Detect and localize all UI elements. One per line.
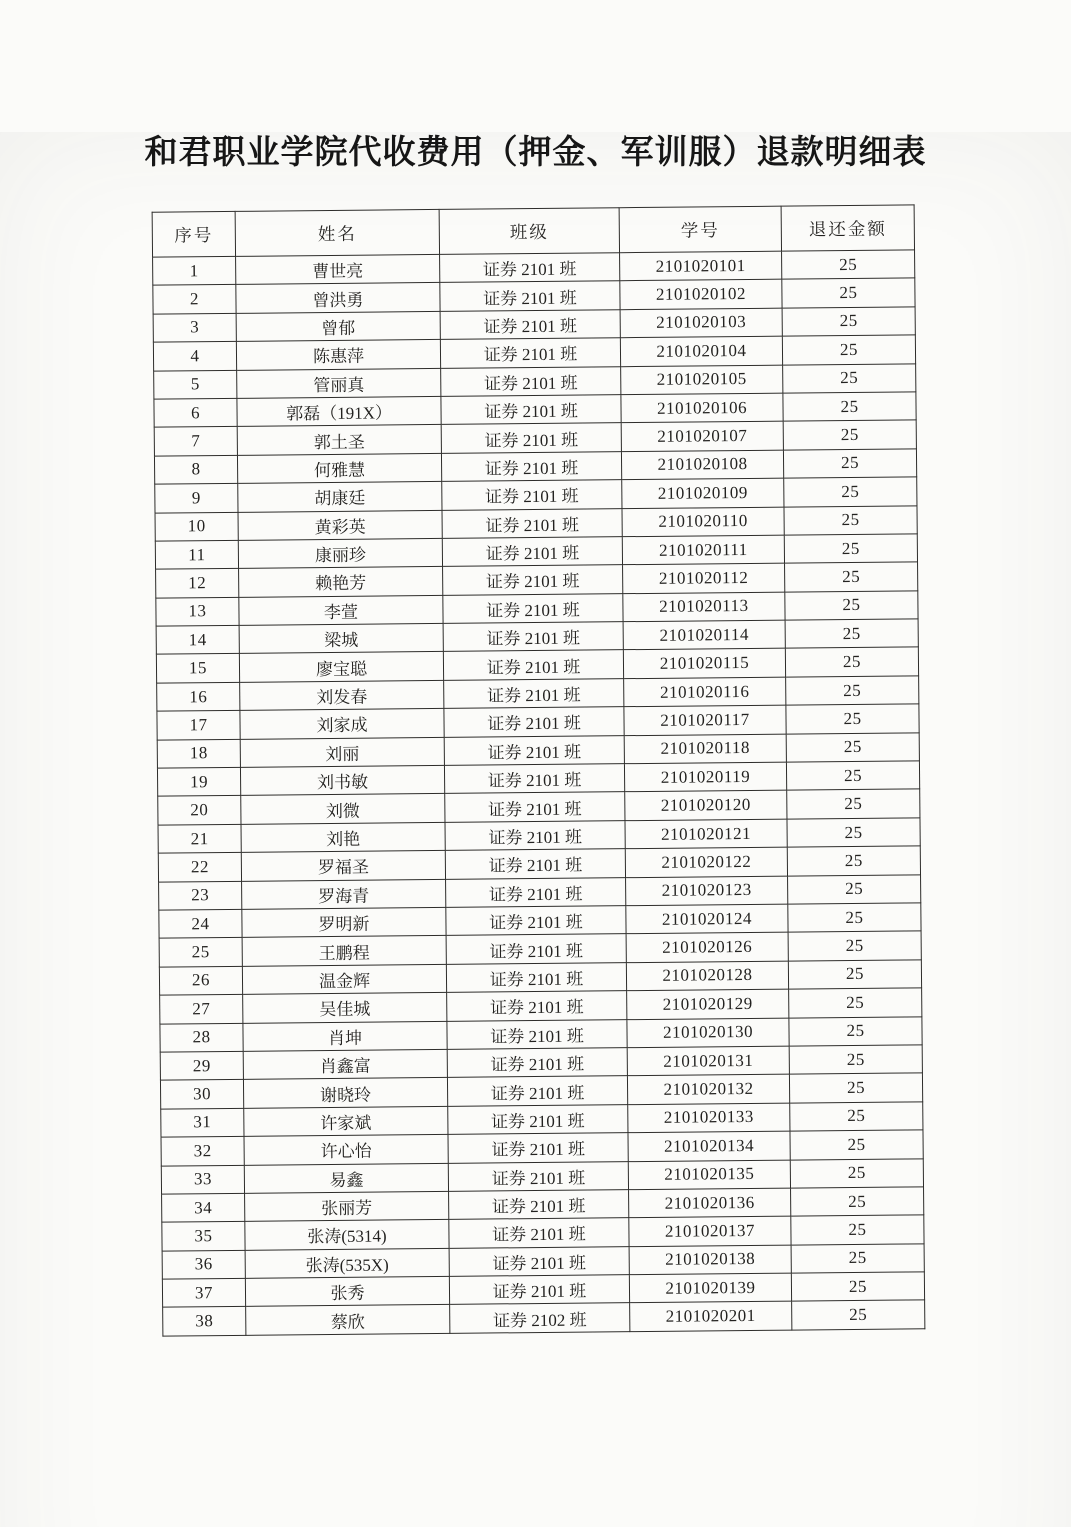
cell-amount: 25 — [784, 505, 917, 535]
cell-name: 罗明新 — [242, 907, 446, 937]
cell-name: 张涛(535X) — [245, 1248, 449, 1278]
cell-student-id: 2101020130 — [627, 1018, 789, 1048]
cell-class: 证券 2101 班 — [442, 537, 622, 567]
cell-amount: 25 — [788, 931, 921, 961]
cell-class: 证券 2101 班 — [444, 679, 624, 709]
cell-name: 康丽珍 — [238, 538, 442, 568]
cell-student-id: 2101020201 — [630, 1302, 792, 1332]
header-name: 姓名 — [235, 209, 439, 256]
header-index: 序号 — [152, 211, 235, 257]
cell-index: 34 — [162, 1193, 245, 1222]
cell-amount: 25 — [782, 335, 915, 365]
cell-class: 证券 2101 班 — [448, 1133, 628, 1163]
cell-name: 易鑫 — [244, 1163, 448, 1193]
cell-index: 1 — [153, 256, 236, 285]
cell-class: 证券 2101 班 — [449, 1246, 629, 1276]
cell-amount: 25 — [785, 647, 918, 677]
cell-index: 12 — [156, 569, 239, 598]
cell-index: 9 — [155, 483, 238, 512]
cell-name: 肖坤 — [243, 1021, 447, 1051]
cell-name: 许心怡 — [244, 1134, 448, 1164]
cell-amount: 25 — [783, 420, 916, 450]
cell-student-id: 2101020136 — [629, 1188, 791, 1218]
page-title: 和君职业学院代收费用（押金、军训服）退款明细表 — [144, 133, 927, 170]
cell-amount: 25 — [789, 1016, 922, 1046]
cell-index: 22 — [158, 853, 241, 882]
cell-class: 证券 2101 班 — [447, 1076, 627, 1106]
cell-class: 证券 2101 班 — [446, 877, 626, 907]
scanned-document-page — [0, 132, 1071, 1527]
cell-student-id: 2101020101 — [620, 251, 782, 281]
cell-student-id: 2101020119 — [624, 762, 786, 792]
cell-name: 李萱 — [239, 595, 443, 625]
cell-name: 郭土圣 — [237, 425, 441, 455]
cell-class: 证券 2101 班 — [440, 338, 620, 368]
cell-class: 证券 2101 班 — [447, 991, 627, 1021]
cell-student-id: 2101020138 — [629, 1245, 791, 1275]
cell-name: 曹世亮 — [236, 254, 440, 284]
cell-student-id: 2101020117 — [624, 705, 786, 735]
cell-student-id: 2101020109 — [622, 478, 784, 508]
cell-amount: 25 — [783, 449, 916, 479]
cell-index: 18 — [157, 739, 240, 768]
cell-class: 证券 2101 班 — [449, 1218, 629, 1248]
cell-name: 温金辉 — [242, 964, 446, 994]
cell-class: 证券 2101 班 — [448, 1161, 628, 1191]
cell-index: 13 — [156, 597, 239, 626]
cell-amount: 25 — [789, 1073, 922, 1103]
cell-index: 32 — [161, 1136, 244, 1165]
cell-amount: 25 — [791, 1272, 924, 1302]
cell-class: 证券 2101 班 — [440, 253, 620, 283]
cell-amount: 25 — [791, 1215, 924, 1245]
cell-student-id: 2101020108 — [621, 450, 783, 480]
cell-class: 证券 2101 班 — [444, 707, 624, 737]
cell-amount: 25 — [784, 477, 917, 507]
cell-class: 证券 2101 班 — [447, 1019, 627, 1049]
cell-amount: 25 — [786, 676, 919, 706]
cell-index: 4 — [153, 342, 236, 371]
cell-class: 证券 2101 班 — [443, 622, 623, 652]
cell-student-id: 2101020112 — [623, 563, 785, 593]
cell-name: 何雅慧 — [237, 453, 441, 483]
cell-amount: 25 — [788, 903, 921, 933]
cell-name: 张丽芳 — [245, 1191, 449, 1221]
cell-amount: 25 — [785, 591, 918, 621]
cell-index: 36 — [162, 1250, 245, 1279]
header-class: 班级 — [439, 208, 619, 255]
cell-class: 证券 2101 班 — [449, 1190, 629, 1220]
cell-index: 5 — [154, 370, 237, 399]
cell-index: 20 — [158, 796, 241, 825]
cell-name: 梁城 — [239, 623, 443, 653]
table-body — [153, 250, 925, 1336]
cell-amount: 25 — [788, 874, 921, 904]
cell-student-id: 2101020121 — [625, 819, 787, 849]
cell-class: 证券 2101 班 — [443, 593, 623, 623]
cell-class: 证券 2101 班 — [447, 1048, 627, 1078]
cell-name: 刘微 — [241, 794, 445, 824]
cell-name: 罗福圣 — [241, 851, 445, 881]
cell-name: 罗海青 — [242, 879, 446, 909]
cell-index: 21 — [158, 824, 241, 853]
cell-name: 赖艳芳 — [239, 567, 443, 597]
cell-amount: 25 — [786, 732, 919, 762]
cell-student-id: 2101020120 — [625, 791, 787, 821]
refund-table — [152, 204, 926, 1336]
cell-name: 廖宝聪 — [239, 652, 443, 682]
cell-amount: 25 — [785, 562, 918, 592]
cell-index: 24 — [159, 909, 242, 938]
cell-student-id: 2101020107 — [621, 421, 783, 451]
header-student-id: 学号 — [619, 206, 781, 253]
cell-name: 曾洪勇 — [236, 283, 440, 313]
cell-index: 3 — [153, 313, 236, 342]
cell-student-id: 2101020126 — [626, 932, 788, 962]
cell-index: 19 — [157, 767, 240, 796]
cell-student-id: 2101020111 — [622, 535, 784, 565]
cell-name: 刘艳 — [241, 822, 445, 852]
cell-amount: 25 — [782, 278, 915, 308]
cell-class: 证券 2101 班 — [449, 1275, 629, 1305]
cell-class: 证券 2101 班 — [445, 820, 625, 850]
cell-class: 证券 2102 班 — [450, 1303, 630, 1333]
cell-index: 16 — [157, 682, 240, 711]
cell-name: 刘书敏 — [240, 765, 444, 795]
cell-student-id: 2101020131 — [627, 1046, 789, 1076]
cell-amount: 25 — [783, 392, 916, 422]
cell-index: 15 — [156, 654, 239, 683]
cell-index: 30 — [160, 1080, 243, 1109]
cell-student-id: 2101020113 — [623, 592, 785, 622]
cell-amount: 25 — [789, 1045, 922, 1075]
cell-name: 蔡欣 — [246, 1305, 450, 1335]
table-header-row — [152, 205, 914, 257]
cell-class: 证券 2101 班 — [448, 1104, 628, 1134]
cell-student-id: 2101020134 — [628, 1131, 790, 1161]
cell-student-id: 2101020106 — [621, 393, 783, 423]
table-row — [163, 1300, 925, 1336]
cell-index: 7 — [154, 427, 237, 456]
cell-class: 证券 2101 班 — [443, 650, 623, 680]
cell-class: 证券 2101 班 — [441, 451, 621, 481]
cell-student-id: 2101020124 — [626, 904, 788, 934]
cell-name: 张涛(5314) — [245, 1220, 449, 1250]
cell-class: 证券 2101 班 — [441, 395, 621, 425]
cell-index: 17 — [157, 711, 240, 740]
cell-name: 郭磊（191X） — [237, 396, 441, 426]
cell-index: 38 — [163, 1307, 246, 1336]
cell-student-id: 2101020114 — [623, 620, 785, 650]
cell-index: 8 — [154, 455, 237, 484]
header-amount: 退还金额 — [781, 205, 914, 251]
cell-amount: 25 — [783, 363, 916, 393]
cell-amount: 25 — [791, 1243, 924, 1273]
cell-student-id: 2101020122 — [625, 847, 787, 877]
cell-student-id: 2101020133 — [628, 1103, 790, 1133]
cell-student-id: 2101020116 — [624, 677, 786, 707]
cell-student-id: 2101020118 — [624, 734, 786, 764]
cell-student-id: 2101020115 — [623, 649, 785, 679]
cell-index: 35 — [162, 1222, 245, 1251]
cell-name: 曾郁 — [236, 311, 440, 341]
cell-amount: 25 — [790, 1102, 923, 1132]
cell-amount: 25 — [789, 988, 922, 1018]
cell-name: 张秀 — [245, 1276, 449, 1306]
cell-amount: 25 — [784, 534, 917, 564]
cell-class: 证券 2101 班 — [442, 480, 622, 510]
cell-class: 证券 2101 班 — [446, 906, 626, 936]
cell-class: 证券 2101 班 — [446, 934, 626, 964]
cell-amount: 25 — [785, 619, 918, 649]
cell-class: 证券 2101 班 — [445, 849, 625, 879]
cell-class: 证券 2101 班 — [442, 508, 622, 538]
cell-amount: 25 — [788, 960, 921, 990]
cell-name: 刘丽 — [240, 737, 444, 767]
cell-index: 2 — [153, 285, 236, 314]
cell-name: 刘发春 — [240, 680, 444, 710]
cell-class: 证券 2101 班 — [441, 423, 621, 453]
cell-class: 证券 2101 班 — [445, 792, 625, 822]
cell-amount: 25 — [787, 846, 920, 876]
cell-name: 刘家成 — [240, 709, 444, 739]
cell-class: 证券 2101 班 — [444, 764, 624, 794]
cell-class: 证券 2101 班 — [441, 366, 621, 396]
cell-index: 26 — [159, 966, 242, 995]
cell-student-id: 2101020137 — [629, 1216, 791, 1246]
cell-class: 证券 2101 班 — [446, 962, 626, 992]
cell-student-id: 2101020102 — [620, 280, 782, 310]
cell-student-id: 2101020105 — [621, 365, 783, 395]
cell-index: 14 — [156, 625, 239, 654]
cell-amount: 25 — [787, 789, 920, 819]
cell-student-id: 2101020128 — [626, 961, 788, 991]
cell-index: 29 — [160, 1051, 243, 1080]
cell-class: 证券 2101 班 — [443, 565, 623, 595]
cell-class: 证券 2101 班 — [440, 309, 620, 339]
cell-class: 证券 2101 班 — [440, 281, 620, 311]
table-header — [152, 205, 914, 257]
cell-name: 胡康廷 — [238, 482, 442, 512]
cell-student-id: 2101020129 — [627, 989, 789, 1019]
cell-student-id: 2101020103 — [620, 308, 782, 338]
cell-student-id: 2101020135 — [628, 1160, 790, 1190]
cell-amount: 25 — [791, 1187, 924, 1217]
cell-index: 11 — [155, 540, 238, 569]
cell-index: 23 — [159, 881, 242, 910]
cell-name: 吴佳城 — [243, 993, 447, 1023]
cell-name: 谢晓玲 — [243, 1078, 447, 1108]
cell-index: 31 — [161, 1108, 244, 1137]
cell-name: 黄彩英 — [238, 510, 442, 540]
cell-student-id: 2101020110 — [622, 507, 784, 537]
cell-amount: 25 — [782, 307, 915, 337]
cell-student-id: 2101020104 — [620, 336, 782, 366]
cell-amount: 25 — [782, 250, 915, 280]
cell-index: 25 — [159, 938, 242, 967]
cell-amount: 25 — [786, 761, 919, 791]
cell-index: 28 — [160, 1023, 243, 1052]
cell-amount: 25 — [787, 818, 920, 848]
cell-name: 王鹏程 — [242, 936, 446, 966]
cell-class: 证券 2101 班 — [444, 735, 624, 765]
cell-index: 10 — [155, 512, 238, 541]
cell-index: 37 — [162, 1278, 245, 1307]
cell-name: 陈惠萍 — [236, 340, 440, 370]
cell-name: 肖鑫富 — [243, 1049, 447, 1079]
cell-amount: 25 — [786, 704, 919, 734]
cell-name: 许家斌 — [244, 1106, 448, 1136]
cell-student-id: 2101020132 — [627, 1074, 789, 1104]
cell-amount: 25 — [790, 1158, 923, 1188]
cell-student-id: 2101020123 — [626, 876, 788, 906]
cell-student-id: 2101020139 — [629, 1273, 791, 1303]
cell-index: 33 — [161, 1165, 244, 1194]
cell-amount: 25 — [790, 1130, 923, 1160]
cell-name: 管丽真 — [237, 368, 441, 398]
cell-amount: 25 — [792, 1300, 925, 1330]
cell-index: 27 — [160, 995, 243, 1024]
cell-index: 6 — [154, 398, 237, 427]
